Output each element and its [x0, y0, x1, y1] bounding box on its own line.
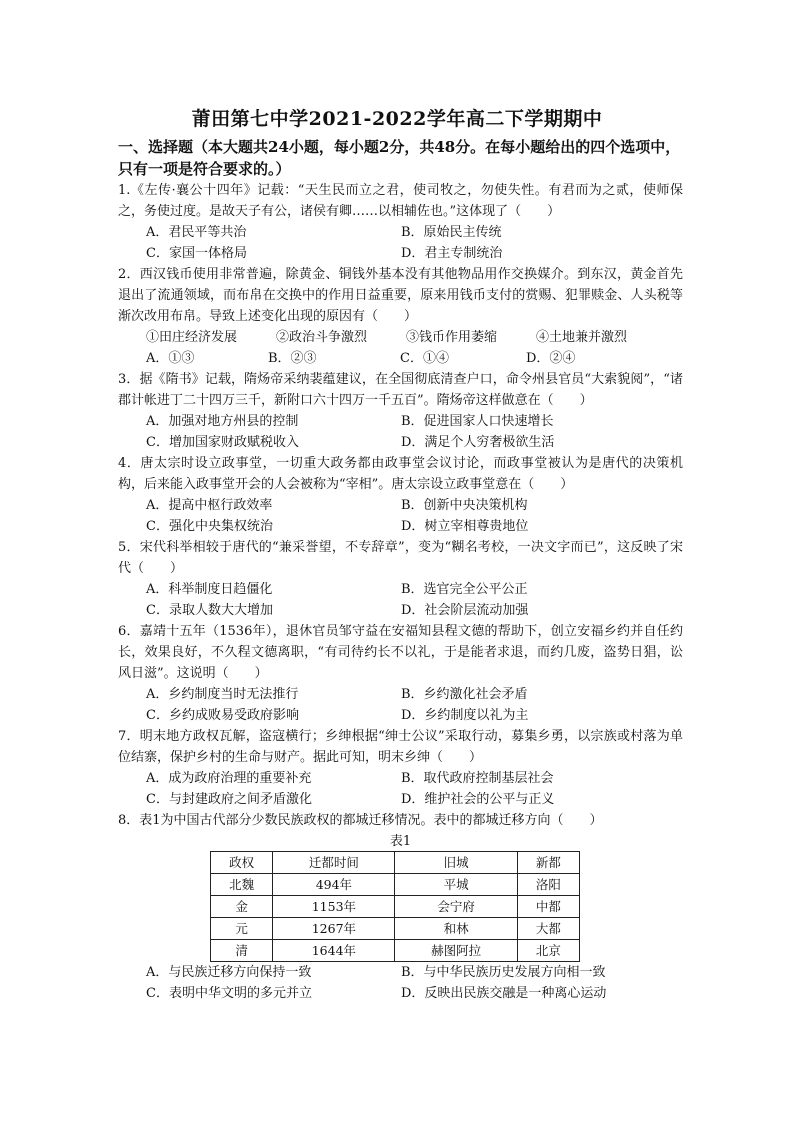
option-list [146, 579, 683, 621]
option-c: C．录取人数大大增加 [146, 603, 273, 618]
option-d: D．维护社会的公平与正义 [401, 792, 555, 807]
table-header-row [211, 852, 580, 874]
table-cell: 1644年 [273, 940, 395, 962]
table-cell: 和林 [395, 918, 517, 940]
option-list [146, 222, 683, 264]
option-a: A．乡约制度当时无法推行 [146, 687, 299, 702]
table-caption: 表1 [389, 834, 412, 849]
option-b: B．创新中央决策机构 [401, 498, 528, 513]
option-b: B．乡约激化社会矛盾 [401, 687, 528, 702]
option-c: C．增加国家财政赋税收入 [146, 435, 299, 450]
option-a: A．与民族迁移方向保持一致 [146, 965, 312, 980]
option-c: C．乡约成败易受政府影响 [146, 708, 299, 723]
option-list [146, 495, 683, 537]
option-list [146, 348, 683, 369]
table-row [211, 874, 580, 896]
option-b: B．与中华民族历史发展方向相一致 [401, 965, 606, 980]
table-cell: 会宁府 [395, 896, 517, 918]
table-cell: 元 [211, 918, 273, 940]
column-header: 新都 [517, 852, 579, 874]
option-list [146, 768, 683, 810]
table-cell: 洛阳 [517, 874, 579, 896]
option-d: D．②④ [526, 351, 576, 366]
option-a: A．加强对地方州县的控制 [146, 414, 299, 429]
option-a: A．①③ [146, 351, 195, 366]
option-a: A．君民平等共治 [146, 225, 247, 240]
statement-list [146, 327, 683, 348]
table-row [211, 896, 580, 918]
question-text: 6．嘉靖十五年（1536年），退休官员邹守益在安福知县程文德的帮助下，创立安福乡约并自任约长，效果良好，不久程文德离职，“有司待约长不以礼，于是能者求退，而约几废，盗势日猖，讼风日滋”。这说明（ ） [118, 624, 683, 681]
table-cell: 1267年 [273, 918, 395, 940]
table-cell: 1153年 [273, 896, 395, 918]
table-cell: 清 [211, 940, 273, 962]
option-d: D．树立宰相尊贵地位 [401, 519, 529, 534]
option-a: A．提高中枢行政效率 [146, 498, 273, 513]
capital-migration-table [210, 851, 580, 962]
table-row [211, 918, 580, 940]
option-a: A．成为政府治理的重要补充 [146, 771, 312, 786]
question-text: 2．西汉钱币使用非常普遍，除黄金、铜钱外基本没有其他物品用作交换媒介。到东汉，黄金首先退出了流通领域，而布帛在交换中的作用日益重要，原来用钱币支付的赏赐、犯罪赎金、人头税等渐次改用布帛。导致上述变化出现的原因有（ ） [118, 267, 683, 324]
option-d: D．社会阶层流动加强 [401, 603, 529, 618]
question-list [118, 180, 683, 1004]
table-cell: 494年 [273, 874, 395, 896]
option-d: D．反映出民族交融是一种离心运动 [401, 986, 607, 1001]
question-text: 7．明末地方政权瓦解，盗寇横行；乡绅根据“绅士公议”采取行动，募集乡勇，以宗族或村落为单位结寨，保护乡村的生命与财产。据此可知，明末乡绅（ ） [118, 729, 683, 765]
statement-item: ②政治斗争激烈 [276, 330, 368, 345]
table-cell: 北京 [517, 940, 579, 962]
column-header: 迁都时间 [273, 852, 395, 874]
option-d: D．满足个人穷奢极欲生活 [401, 435, 555, 450]
option-c: C．强化中央集权统治 [146, 519, 273, 534]
column-header: 旧城 [395, 852, 517, 874]
question-text: 3．据《隋书》记载，隋炀帝采纳裴蕴建议，在全国彻底清查户口，命令州县官员“大索貌阅”，“诸郡计帐进丁二十四万三千，新附口六十四万一千五百”。隋炀帝这样做意在（ ） [118, 372, 683, 408]
option-a: A．科举制度日趋僵化 [146, 582, 273, 597]
option-list [146, 684, 683, 726]
table-row [211, 940, 580, 962]
option-c: C．①④ [400, 351, 449, 366]
statement-item: ③钱币作用萎缩 [406, 330, 498, 345]
question-text: 8．表1为中国古代部分少数民族政权的都城迁移情况。表中的都城迁移方向（ ） [118, 813, 603, 828]
statement-item: ④土地兼并激烈 [536, 330, 628, 345]
table-cell: 赫图阿拉 [395, 940, 517, 962]
option-c: C．家国一体格局 [146, 246, 247, 261]
table-cell: 金 [211, 896, 273, 918]
table-cell: 北魏 [211, 874, 273, 896]
question-text: 4．唐太宗时设立政事堂，一切重大政务都由政事堂会议讨论，而政事堂被认为是唐代的决策机构，后来能入政事堂开会的人会被称为“宰相”。唐太宗设立政事堂意在（ ） [118, 456, 683, 492]
option-c: C．表明中华文明的多元并立 [146, 986, 312, 1001]
option-c: C．与封建政府之间矛盾激化 [146, 792, 312, 807]
table-cell: 平城 [395, 874, 517, 896]
column-header: 政权 [211, 852, 273, 874]
page-title: 莆田第七中学2021-2022学年高二下学期期中 [191, 108, 603, 130]
table-cell: 中都 [517, 896, 579, 918]
option-b: B．②③ [268, 351, 317, 366]
option-list [146, 411, 683, 453]
statement-item: ①田庄经济发展 [146, 330, 238, 345]
option-b: B．促进国家人口快速增长 [401, 414, 554, 429]
option-d: D．君主专制统治 [401, 246, 503, 261]
option-b: B．取代政府控制基层社会 [401, 771, 554, 786]
question-text: 1.《左传·襄公十四年》记载：“天生民而立之君，使司牧之，勿使失性。有君而为之贰，使师保之，务使过度。是故天子有公，诸侯有卿……以相辅佐也。”这体现了（ ） [118, 183, 683, 219]
option-d: D．乡约制度以礼为主 [401, 708, 529, 723]
option-b: B．选官完全公平公正 [401, 582, 528, 597]
table-cell: 大都 [517, 918, 579, 940]
option-list [146, 962, 683, 1004]
option-b: B．原始民主传统 [401, 225, 502, 240]
question-text: 5．宋代科举相较于唐代的“兼采誉望，不专辞章”，变为“糊名考校，一决文字而已”，这反映了宋代（ ） [118, 540, 683, 576]
section-heading: 一、选择题（本大题共24小题，每小题2分，共48分。在每小题给出的四个选项中，只有一项是符合要求的。） [118, 138, 681, 178]
